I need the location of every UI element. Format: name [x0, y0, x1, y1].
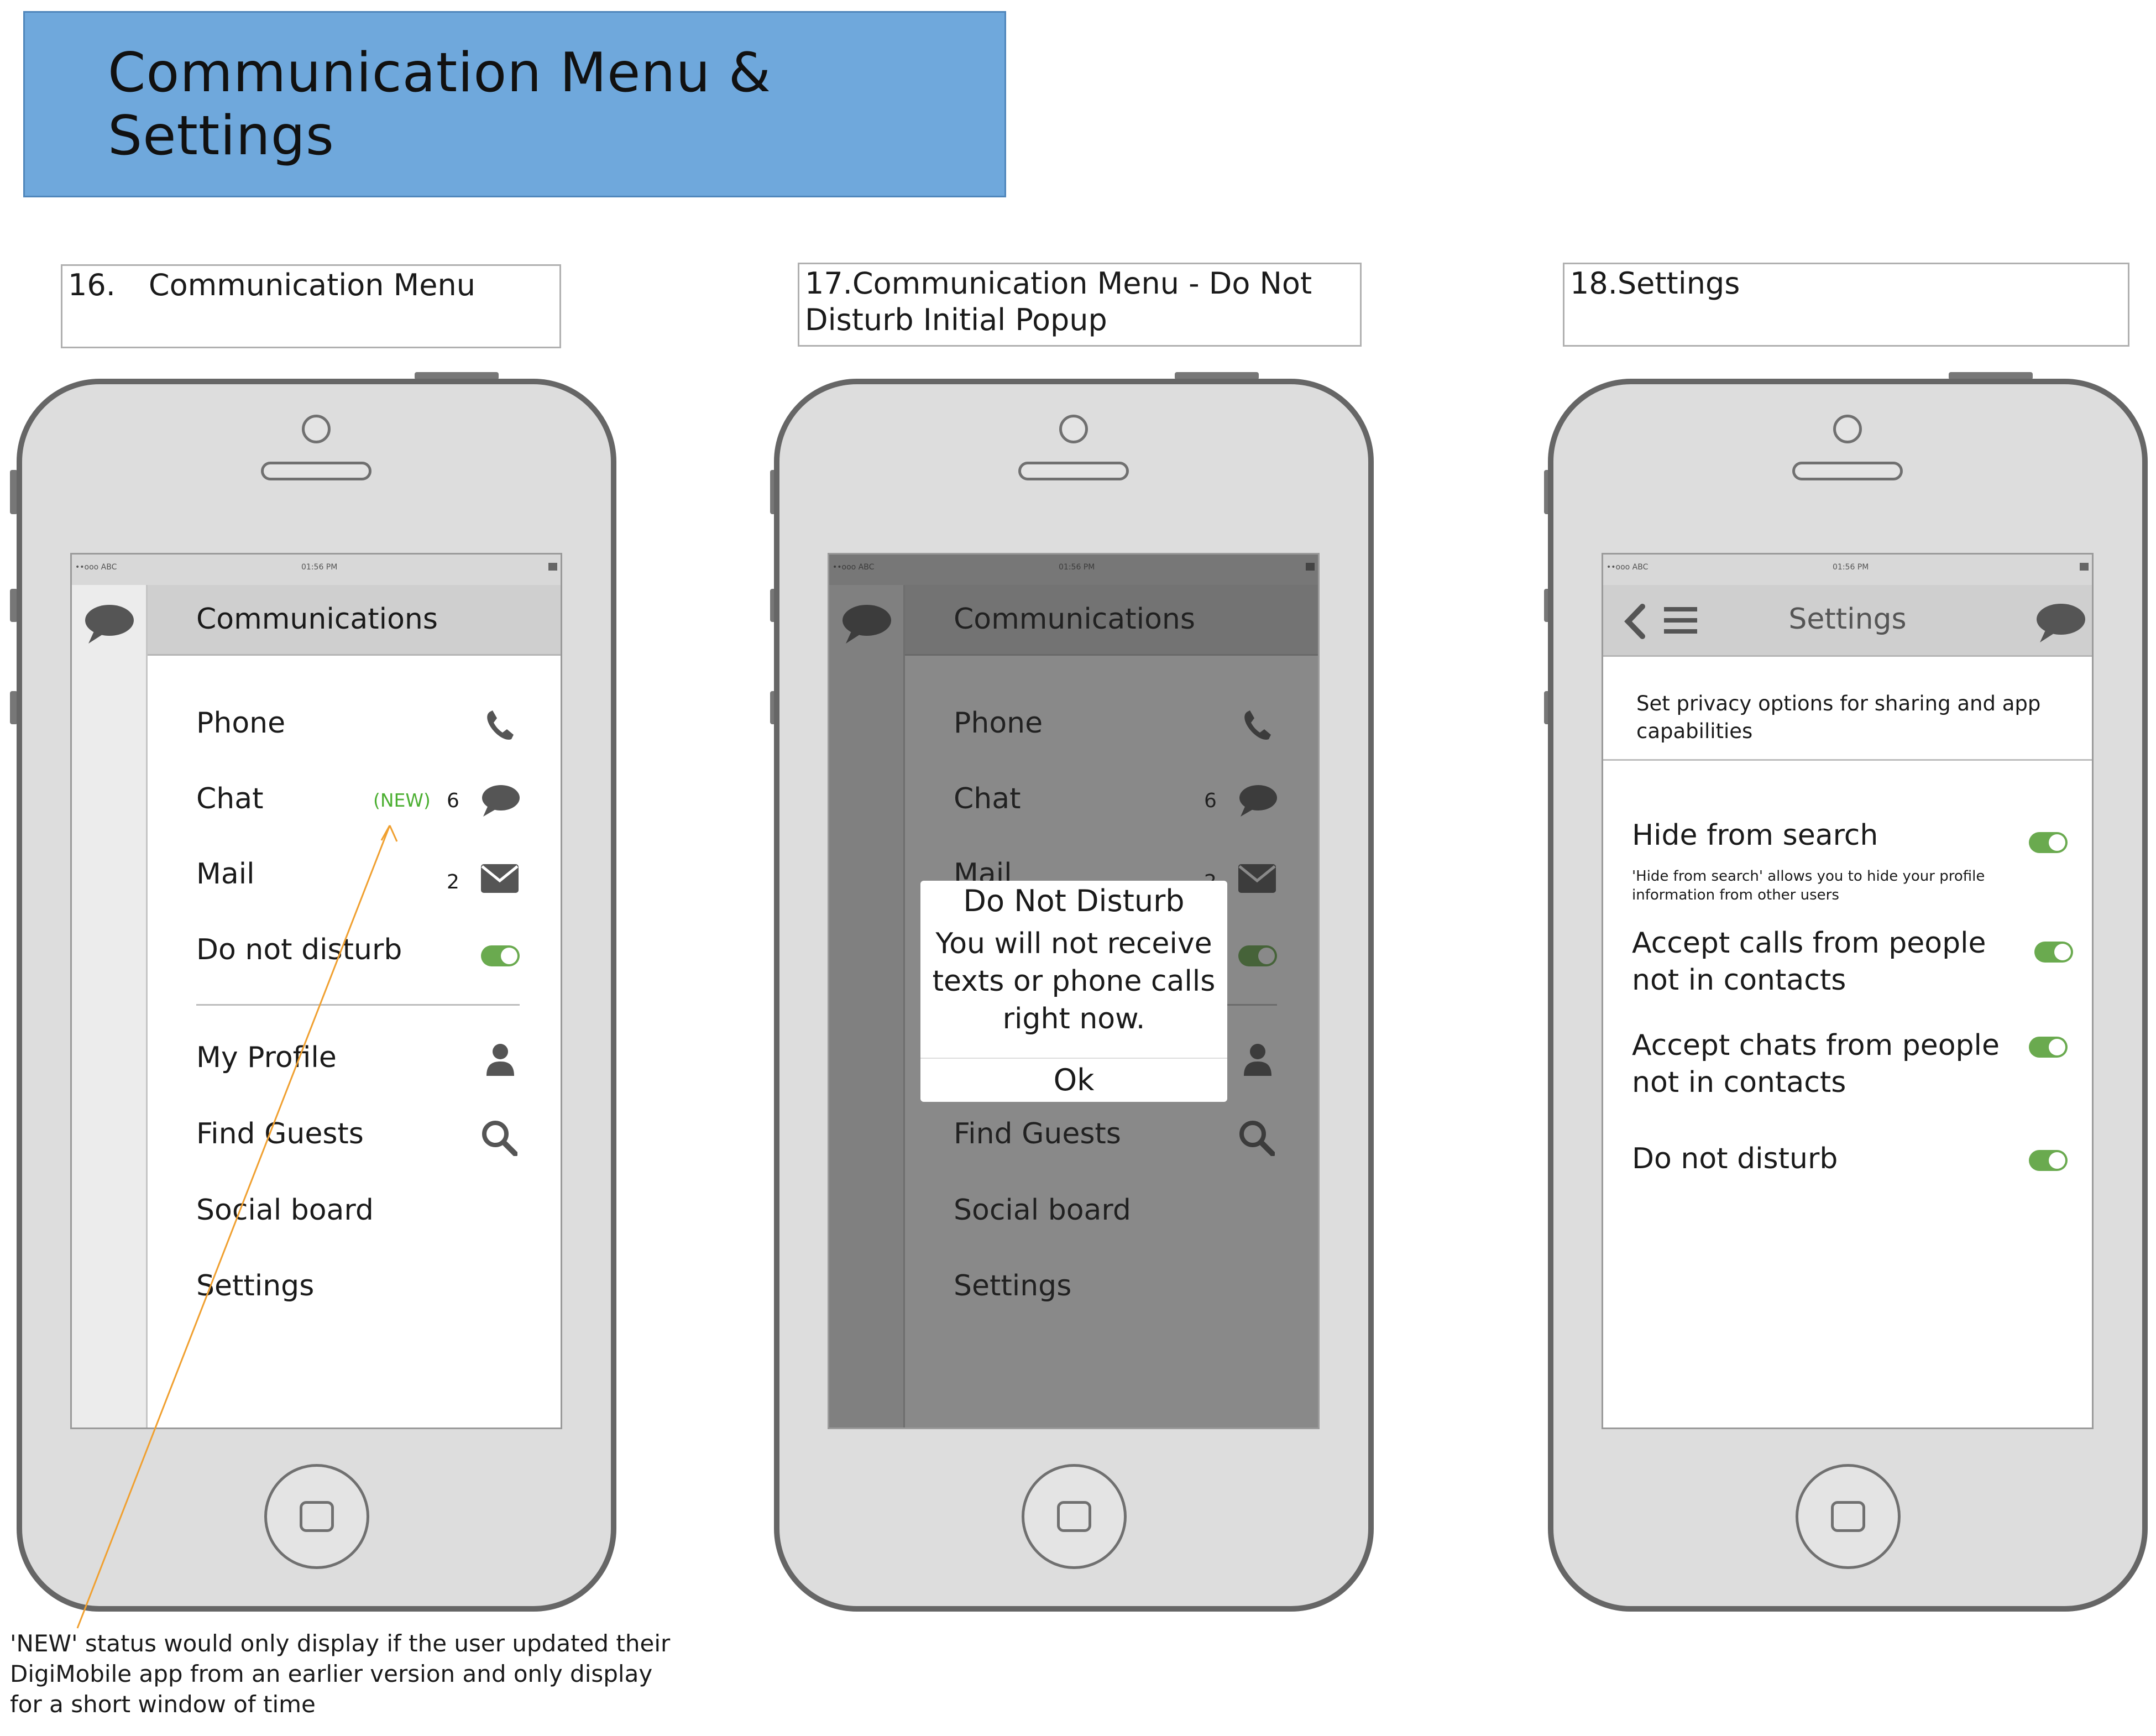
popup-message-line: texts or phone calls [932, 965, 1216, 998]
home-square-icon [1831, 1501, 1865, 1532]
popup-message [920, 925, 1227, 1038]
battery-icon [2080, 563, 2089, 571]
divider [1603, 759, 2092, 761]
screen-settings [1602, 553, 2094, 1429]
page-title: Communication Menu & Settings [108, 41, 772, 168]
annotation-note [10, 1628, 684, 1719]
chat-count: 6 [447, 789, 459, 812]
popup-message-line: You will not receive [935, 927, 1212, 960]
setting-do-not-disturb[interactable]: Do not disturb [1632, 1142, 1838, 1175]
home-button[interactable] [1796, 1464, 1901, 1569]
header [1603, 585, 2092, 657]
time-text: 01:56 PM [1833, 563, 1869, 572]
new-badge: (NEW) [373, 789, 431, 811]
setting-accept-chats[interactable] [1632, 1027, 2000, 1101]
header-title: Communications [196, 603, 438, 636]
setting-hide-from-search[interactable]: Hide from search [1632, 819, 1878, 852]
menu-item-mail[interactable]: Mail [196, 857, 255, 891]
menu-item-chat[interactable]: Chat [196, 782, 264, 815]
menu-item-phone[interactable]: Phone [196, 707, 286, 740]
accept-calls-toggle[interactable] [2034, 942, 2073, 963]
settings-description: Set privacy options for sharing and app capabilities [1636, 692, 2041, 743]
earpiece-speaker [1792, 462, 1903, 480]
setting-note: 'Hide from search' allows you to hide your profile information from other users [1632, 868, 1985, 903]
home-square-icon [1057, 1501, 1091, 1532]
popup-divider [920, 1058, 1227, 1059]
menu-item-my-profile[interactable]: My Profile [196, 1041, 337, 1074]
screen-label-num: 16. [68, 268, 116, 302]
status-bar [1603, 555, 2092, 586]
accept-chats-toggle[interactable] [2029, 1037, 2068, 1058]
ok-button[interactable]: Ok [1053, 1063, 1095, 1097]
front-camera [1833, 415, 1862, 443]
menu-item-do-not-disturb[interactable]: Do not disturb [196, 933, 402, 966]
setting-label-line: Accept calls from people [1632, 927, 1986, 960]
carrier-text: ••ooo ABC [75, 563, 117, 572]
annotation-line: for a short window of time [10, 1691, 316, 1718]
home-button[interactable] [1022, 1464, 1127, 1569]
menu-item-settings[interactable]: Settings [196, 1269, 315, 1303]
earpiece-speaker [1018, 462, 1129, 480]
chat-bubble-icon[interactable] [2034, 600, 2087, 645]
carrier-text: ••ooo ABC [1606, 563, 1649, 572]
time-text: 01:56 PM [301, 563, 338, 572]
setting-accept-calls[interactable] [1632, 925, 1986, 999]
do-not-disturb-popup [920, 881, 1227, 1102]
setting-label-line: not in contacts [1632, 1066, 1846, 1099]
hide-from-search-toggle[interactable] [2029, 832, 2068, 853]
header-title: Settings [1788, 603, 1907, 636]
mail-count: 2 [447, 871, 459, 893]
do-not-disturb-toggle[interactable] [2029, 1150, 2068, 1171]
screen-label-text: Communication Menu [148, 268, 475, 302]
screen-label-text: 18.Settings [1570, 266, 1740, 301]
front-camera [1059, 415, 1088, 443]
annotation-line: 'NEW' status would only display if the user updated their [10, 1630, 671, 1657]
setting-label-line: not in contacts [1632, 964, 1846, 997]
menu-item-social-board[interactable]: Social board [196, 1194, 374, 1227]
popup-message-line: right now. [1002, 1002, 1145, 1036]
menu-item-find-guests[interactable]: Find Guests [196, 1117, 364, 1151]
popup-title: Do Not Disturb [963, 883, 1185, 918]
annotation-line: DigiMobile app from an earlier version and only display [10, 1660, 653, 1687]
screen-dnd-popup [828, 553, 1320, 1429]
screen-label-text: 17.Communication Menu - Do Not Disturb Initial Popup [805, 266, 1312, 337]
setting-label-line: Accept chats from people [1632, 1029, 2000, 1062]
